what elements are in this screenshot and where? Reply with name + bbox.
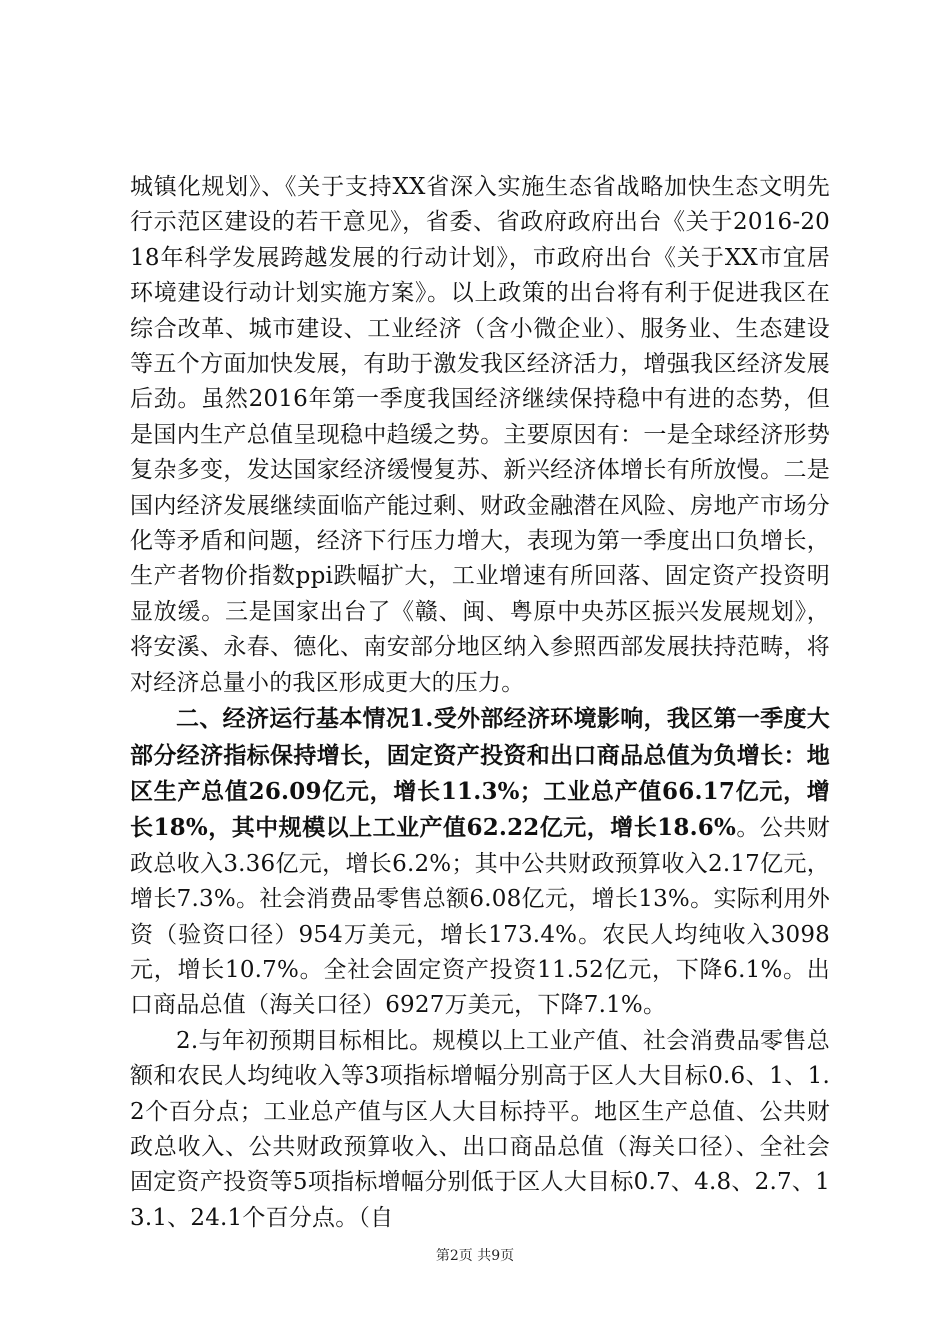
document-body <box>130 170 830 1236</box>
paragraph-policy-background: 城镇化规划》、《关于支持XX省深入实施生态省战略加快生态文明先行示范区建设的若干意见》，省委、省政府政府出台《关于2016-2018年科学发展跨越发展的行动计划》，市政府出台《关于XX市宜居环境建设行动计划实施方案》。以上政策的出台将有利于促进我区在综合改革、城市建设、工业经济（含小微企业）、服务业、生态建设等五个方面加快发展，有助于激发我区经济活力，增强我区经济发展后劲。虽然2016年第一季度我国经济继续保持稳中有进的态势，但是国内生产总值呈现稳中趋缓之势。主要原因有：一是全球经济形势复杂多变，发达国家经济缓慢复苏、新兴经济体增长有所放慢。二是国内经济发展继续面临产能过剩、财政金融潜在风险、房地产市场分化等矛盾和问题，经济下行压力增大，表现为第一季度出口负增长，生产者物价指数ppi跌幅扩大，工业增速有所回落、固定资产投资明显放缓。三是国家出台了《赣、闽、粤原中央苏区振兴发展规划》，将安溪、永春、德化、南安部分地区纳入参照西部发展扶持范畴，将对经济总量小的我区形成更大的压力。 <box>130 174 830 696</box>
page-number-footer: 第2页 共9页 <box>435 1248 515 1264</box>
paragraph-economic-overview-rest: 。公共财政总收入3.36亿元，增长6.2%；其中公共财政预算收入2.17亿元，增长7.3%。社会消费品零售总额6.08亿元，增长13%。实际利用外资（验资口径）954万美元，增长173.4%。农民人均纯收入3098元，增长10.7%。全社会固定资产投资11.52亿元，下降6.1%。出口商品总值（海关口径）6927万美元，下降7.1%。 <box>130 815 830 1019</box>
paragraph-economic-overview <box>130 701 830 1024</box>
paragraph-target-comparison: 2.与年初预期目标相比。规模以上工业产值、社会消费品零售总额和农民人均纯收入等3项指标增幅分别高于区人大目标0.6、1、1.2个百分点；工业总产值与区人大目标持平。地区生产总值、公共财政总收入、公共财政预算收入、出口商品总值（海关口径）、全社会固定资产投资等5项指标增幅分别低于区人大目标0.7、4.8、2.7、13.1、24.1个百分点。（自 <box>130 1027 830 1231</box>
paragraph-economic-overview-bold: 二、经济运行基本情况1.受外部经济环境影响，我区第一季度大部分经济指标保持增长，固定资产投资和出口商品总值为负增长：地区生产总值26.09亿元，增长11.3%；工业总产值66.17亿元，增长18%，其中规模以上工业产值62.22亿元，增长18.6% <box>130 705 830 842</box>
